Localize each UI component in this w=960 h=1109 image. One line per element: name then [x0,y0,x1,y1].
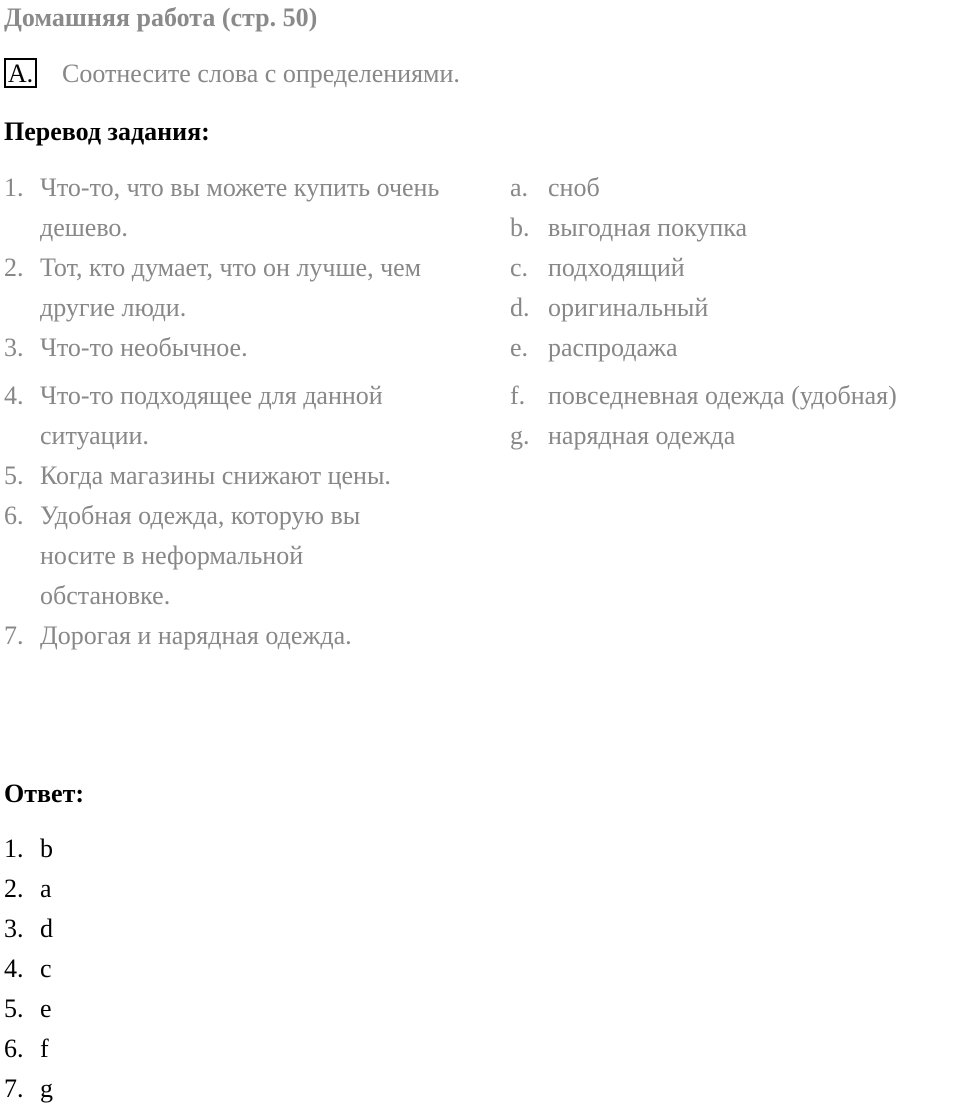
definition-number: 1. [4,173,24,202]
answer-heading: Ответ: [4,779,85,808]
word-text: распродажа [548,333,678,362]
definition-text: Удобная одежда, которую вы носите в неформальной обстановке. [40,501,361,610]
word-text: повседневная одежда (удобная) [548,381,897,410]
definition-number: 5. [4,461,24,490]
definition-text: Что-то подходящее для данной ситуации. [40,381,383,450]
definition-number: 6. [4,501,24,530]
definition-item [4,248,450,328]
answer-item [4,1029,53,1069]
definition-text: Дорогая и нарядная одежда. [40,621,352,650]
word-letter: f. [510,381,526,410]
word-item [510,248,960,288]
answer-number: 5. [4,994,24,1023]
word-letter: b. [510,213,530,242]
answer-letter: d [40,914,53,943]
answers-list [4,829,53,1109]
definition-text: Когда магазины снижают цены. [40,461,391,490]
definition-text: Что-то, что вы можете купить очень дешево. [40,173,440,242]
answer-number: 7. [4,1074,24,1103]
words-list [510,168,960,456]
definition-item [4,376,460,456]
definition-text: Что-то необычное. [40,333,248,362]
definitions-list [4,168,474,656]
answer-letter: g [40,1074,53,1103]
word-item [510,376,960,416]
answer-number: 1. [4,834,24,863]
word-item [510,416,960,456]
page-title: Домашняя работа (стр. 50) [4,3,318,32]
definition-text: Тот, кто думает, что он лучше, чем другие люди. [40,253,422,322]
translation-heading: Перевод задания: [4,117,210,146]
word-letter: e. [510,333,529,362]
answer-item [4,949,53,989]
definition-item [4,456,474,496]
task-label-box: A. [4,58,37,88]
word-letter: a. [510,173,529,202]
word-item [510,168,960,208]
answer-number: 4. [4,954,24,983]
word-letter: g. [510,421,530,450]
definition-item [4,616,474,656]
answer-letter: b [40,834,53,863]
word-item [510,288,960,328]
answer-letter: c [40,954,52,983]
word-item [510,328,960,368]
word-text: подходящий [548,253,685,282]
word-letter: d. [510,293,530,322]
answer-letter: f [40,1034,49,1063]
answer-number: 3. [4,914,24,943]
word-letter: c. [510,253,529,282]
answer-item [4,1069,53,1109]
answer-item [4,869,53,909]
word-item [510,208,960,248]
definition-number: 3. [4,333,24,362]
answer-letter: a [40,874,52,903]
word-text: нарядная одежда [548,421,736,450]
answer-item [4,989,53,1029]
definition-number: 7. [4,621,24,650]
answer-item [4,909,53,949]
word-text: сноб [548,173,600,202]
answer-number: 6. [4,1034,24,1063]
definition-number: 4. [4,381,24,410]
definition-item [4,168,440,248]
definition-number: 2. [4,253,24,282]
definition-item [4,328,474,368]
word-text: выгодная покупка [548,213,748,242]
answer-letter: e [40,994,52,1023]
answer-item [4,829,53,869]
task-text: Соотнесите слова с определениями. [62,59,460,88]
answer-number: 2. [4,874,24,903]
word-text: оригинальный [548,293,709,322]
definition-item [4,496,430,616]
